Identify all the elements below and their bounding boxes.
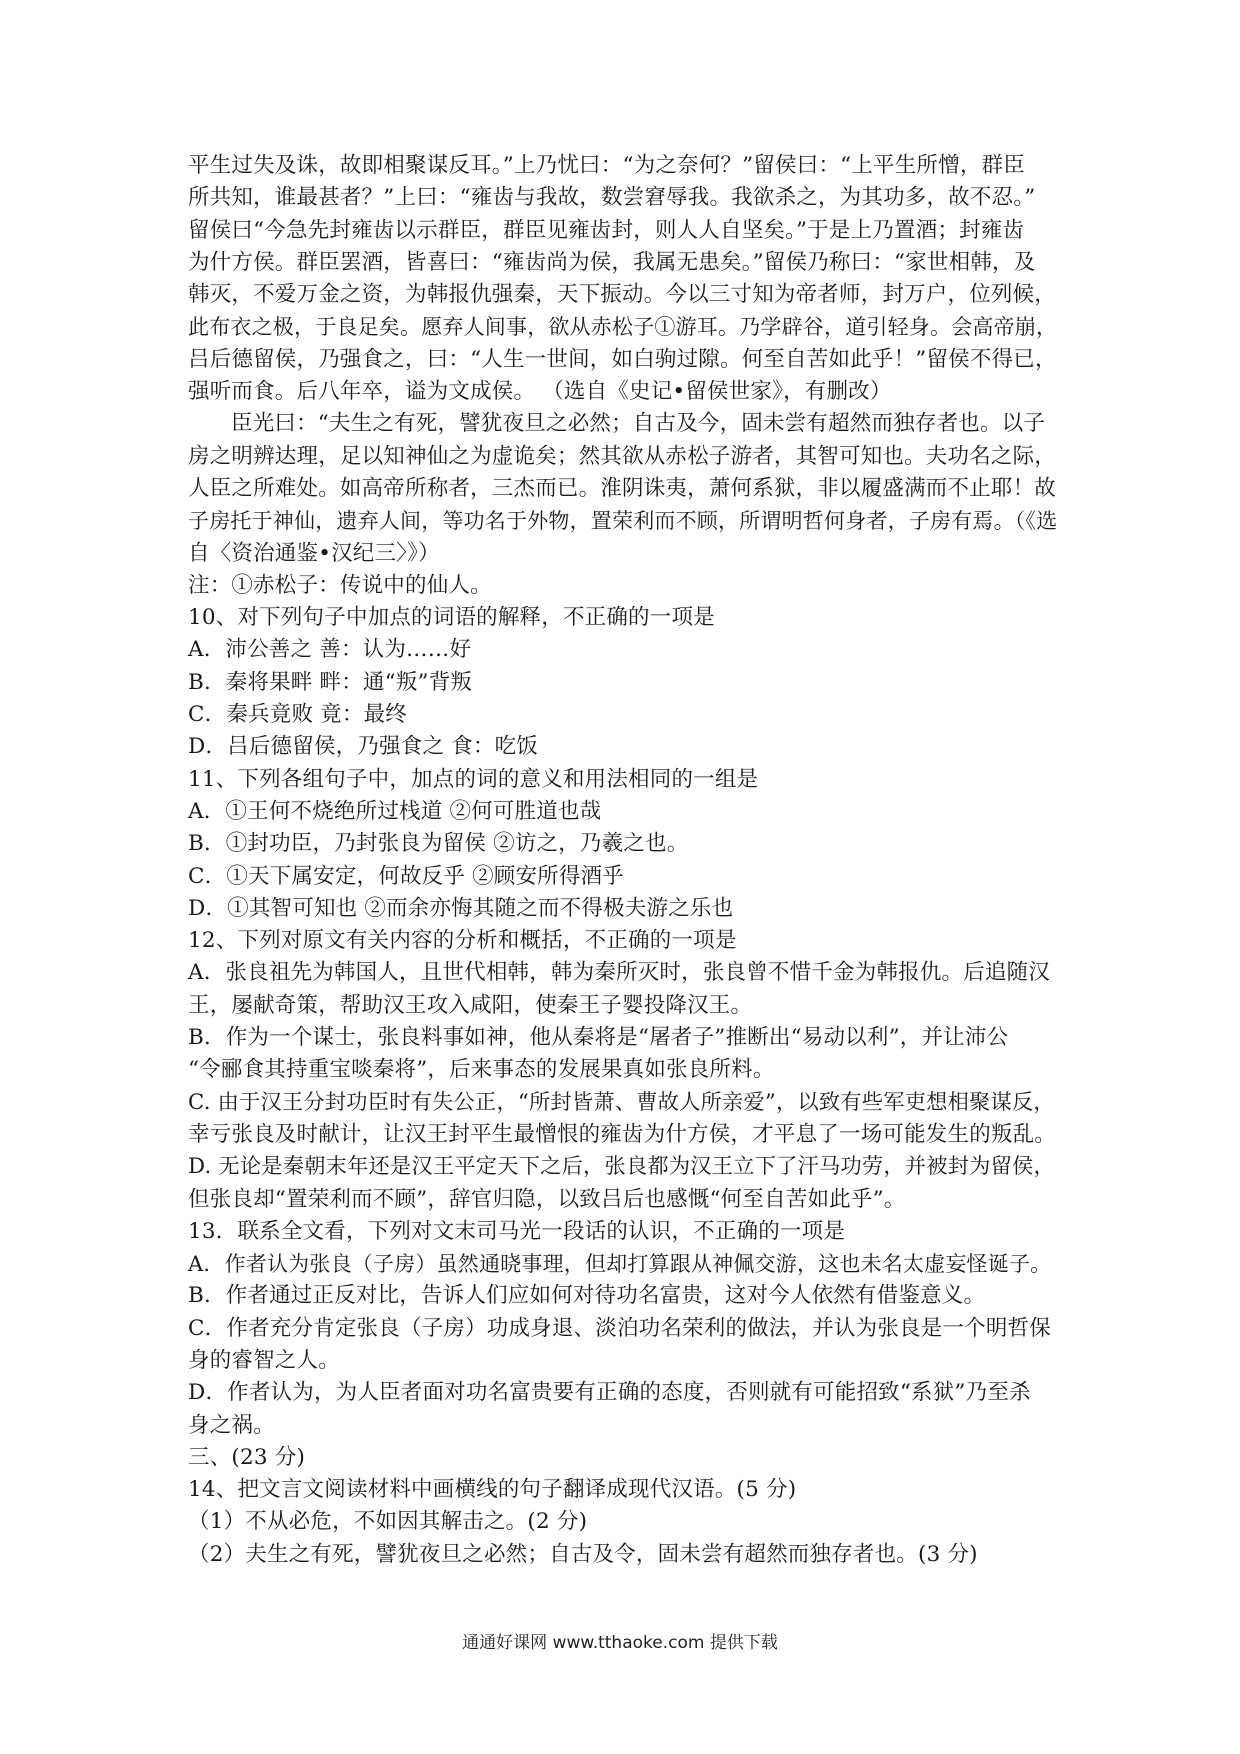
question-11-option-d: D．①其智可知也 ②而余亦悔其随之而不得极夫游之乐也 [188,895,734,921]
question-12-option-b: B．作为一个谋士，张良料事如神，他从秦将是“屠者子”推断出“易动以利”，并让沛公 [188,1025,1009,1051]
commentary-line: 房之明辨达理，足以知神仙之为虚诡矣；然其欲从赤松子游者，其智可知也。夫功名之际， [188,443,1057,469]
question-12-option-d-cont: 但张良却“置荣利而不顾”，辞官归隐，以致吕后也感慨“何至自苦如此乎”。 [188,1186,906,1212]
question-11-stem: 11、下列各组句子中，加点的词的意义和用法相同的一组是 [188,766,759,792]
commentary-line: 子房托于神仙，遗弃人间，等功名于外物，置荣利而不顾，所谓明哲何身者，子房有焉。（《选 [188,509,1058,534]
passage-line: 此布衣之极，于良足矣。愿弃人间事，欲从赤松子①游耳。乃学辟谷，道引轻身。会高帝崩， [188,315,1058,340]
question-12-option-a: A．张良祖先为韩国人，且世代相韩，韩为秦所灭时，张良曾不惜千金为韩报仇。后追随汉 [188,960,1051,986]
commentary-line: 自〈资治通鉴•汉纪三〉》） [188,540,440,566]
question-12-option-a-cont: 王，屡献奇策，帮助汉王攻入咸阳，使秦王子婴投降汉王。 [188,992,753,1018]
question-13-option-d-cont: 身之祸。 [188,1412,275,1438]
question-13-stem: 13．联系全文看，下列对文末司马光一段话的认识，不正确的一项是 [188,1218,846,1244]
commentary-line: 臣光曰：“夫生之有死，譬犹夜旦之必然；自古及今，固未尝有超然而独存者也。以子 [231,411,1046,437]
question-14-part-1: （1）不从必危，不如因其解击之。(2 分) [188,1509,588,1535]
question-12-option-c: C. 由于汉王分封功臣时有失公正，“所封皆萧、曹故人所亲爱”，以致有些军吏想相聚谋反， [188,1089,1055,1115]
question-12-option-c-cont: 幸亏张良及时献计，让汉王封平生最憎恨的雍齿为什方侯，才平息了一场可能发生的叛乱。 [188,1121,1057,1147]
question-13-option-b: B．作者通过正反对比，告诉人们应如何对待功名富贵，这对今人依然有借鉴意义。 [188,1283,986,1309]
question-14-stem: 14、把文言文阅读材料中画横线的句子翻译成现代汉语。(5 分) [188,1477,797,1503]
question-section [188,602,1058,1571]
question-10-option-c: C．秦兵竟败 竟：最终 [188,702,407,728]
question-10-stem: 10、对下列句子中加点的词语的解释，不正确的一项是 [188,605,715,631]
question-10-option-d: D．吕后德留侯，乃强食之 食：吃饭 [188,734,538,760]
question-13-option-d: D．作者认为，为人臣者面对功名富贵要有正确的态度，否则就有可能招致“系狱”乃至杀 [188,1380,1031,1406]
question-12-stem: 12、下列对原文有关内容的分析和概括，不正确的一项是 [188,928,737,954]
passage-line: 留侯曰“今急先封雍齿以示群臣，群臣见雍齿封，则人人自坚矣。”于是上乃置酒；封雍齿 [188,217,1025,243]
document-page [188,150,1058,1571]
commentary-line: 人臣之所难处。如高帝所称者，三杰而已。淮阴诛夷，萧何系狱，非以履盛满而不止耶！故 [188,475,1057,501]
passage-line: 为什方侯。群臣罢酒，皆喜曰：“雍齿尚为侯，我属无患矣。”留侯乃称曰：“家世相韩，及 [188,249,1036,275]
question-10-option-a: A．沛公善之 善：认为……好 [188,637,472,663]
section-three-heading: 三、(23 分) [188,1444,306,1470]
question-13-option-c-cont: 身的睿智之人。 [188,1347,340,1373]
passage-line: 强听而食。后八年卒，谥为文成侯。 （选自《史记•留侯世家》，有删改） [188,379,892,405]
question-12-option-b-cont: “令郦食其持重宝啖秦将”，后来事态的发展果真如张良所料。 [188,1057,775,1083]
question-11-option-a: A．①王何不烧绝所过栈道 ②何可胜道也哉 [188,798,602,824]
passage-line: 韩灭，不爱万金之资，为韩报仇强秦，天下振动。今以三寸知为帝者师，封万户，位列候， [188,282,1057,308]
classical-passage [188,150,1058,408]
question-12-option-d: D. 无论是秦朝末年还是汉王平定天下之后，张良都为汉王立下了汗马功劳，并被封为留侯， [188,1154,1055,1180]
question-14-part-2: （2）夫生之有死，譬犹夜旦之必然；自古及令，固未尝有超然而独存者也。(3 分) [188,1541,978,1567]
sima-guang-commentary [188,408,1058,569]
question-10-option-b: B．秦将果畔 畔：通“叛”背叛 [188,669,473,695]
download-footer: 通通好课网 www.tthaoke.com 提供下载 [462,1633,778,1653]
passage-line: 平生过失及诛，故即相聚谋反耳。”上乃忧曰：“为之奈何？”留侯曰：“上平生所憎，群臣 [188,153,1025,178]
question-11-option-c: C．①天下属安定，何故反乎 ②顾安所得酒乎 [188,863,624,889]
question-11-option-b: B．①封功臣，乃封张良为留侯 ②访之，乃羲之也。 [188,831,689,857]
passage-line: 所共知，谁最甚者？”上曰：“雍齿与我故，数尝窘辱我。我欲杀之，为其功多，故不忍。” [188,185,1036,211]
passage-line: 吕后德留侯，乃强食之，曰：“人生一世间，如白驹过隙。何至自苦如此乎！”留侯不得已， [188,346,1057,372]
question-13-option-c: C．作者充分肯定张良（子房）功成身退、淡泊功名荣利的做法，并认为张良是一个明哲保 [188,1315,1051,1341]
footnote: 注：①赤松子：传说中的仙人。 [188,572,492,598]
question-13-option-a: A．作者认为张良（子房）虽然通晓事理，但却打算跟从神佩交游，这也未名太虚妄怪诞子。 [188,1252,1052,1277]
